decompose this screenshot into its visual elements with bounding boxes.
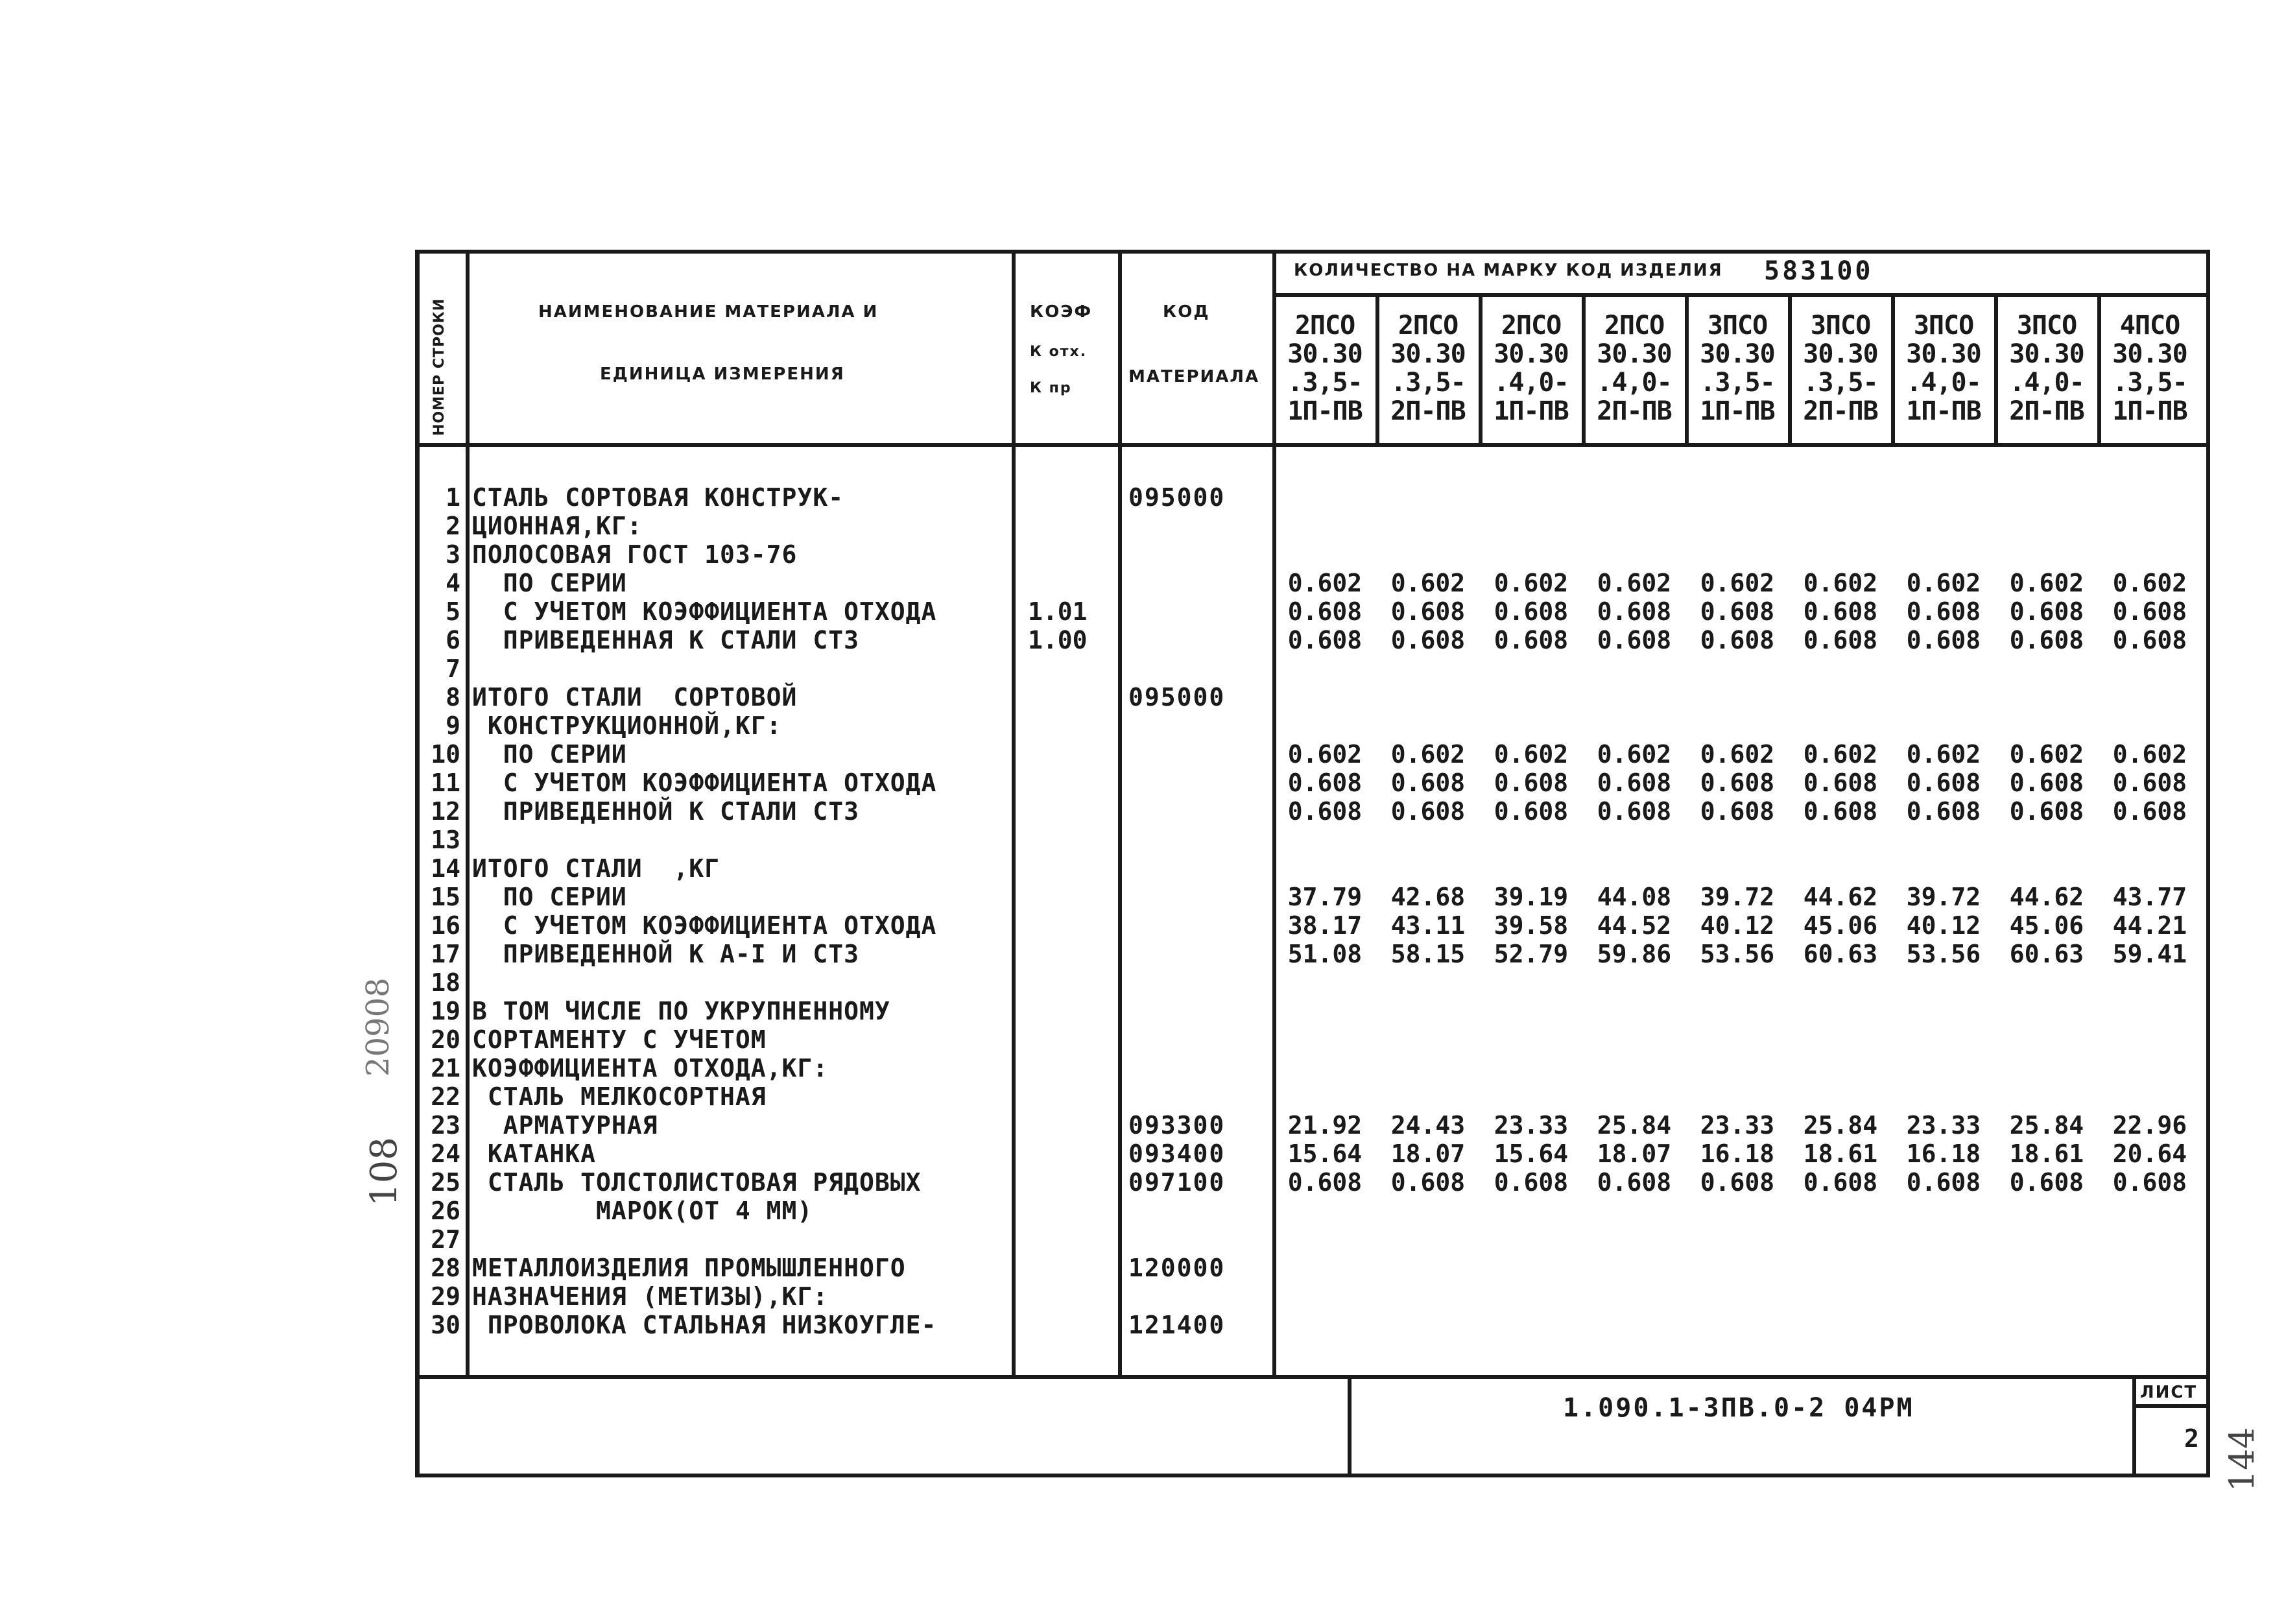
row-number: 12 <box>431 797 460 826</box>
quantity-cell: 0.608 <box>1906 626 1981 654</box>
quantity-cell: 44.62 <box>2009 883 2084 911</box>
quantity-cell: 44.52 <box>1597 911 1672 940</box>
mark-header: 2ПСО 30.30 .3,5- 2П-ПВ <box>1390 311 1466 426</box>
quantity-cell: 0.602 <box>1906 740 1981 769</box>
quantity-cell: 0.608 <box>1803 797 1878 826</box>
quantity-cell: 0.608 <box>1494 769 1569 797</box>
quantity-cell: 23.33 <box>1700 1111 1775 1140</box>
quantity-cell: 0.608 <box>2112 597 2187 626</box>
quantity-cell: 44.08 <box>1597 883 1672 911</box>
material-code: 095000 <box>1128 683 1226 711</box>
material-name: МЕТАЛЛОИЗДЕЛИЯ ПРОМЫШЛЕННОГО <box>472 1254 906 1282</box>
row-number: 28 <box>431 1254 460 1282</box>
quantity-cell: 15.64 <box>1287 1140 1363 1168</box>
quantity-cell: 0.608 <box>1700 626 1775 654</box>
material-name: С УЧЕТОМ КОЭФФИЦИЕНТА ОТХОДА <box>472 911 937 940</box>
row-number: 1 <box>446 483 460 512</box>
quantity-cell: 0.608 <box>1803 1168 1878 1197</box>
quantity-cell: 39.58 <box>1494 911 1569 940</box>
quantity-cell: 39.72 <box>1700 883 1775 911</box>
margin-note-right: 144 <box>2223 1427 2262 1492</box>
row-number: 6 <box>446 626 460 654</box>
quantity-cell: 58.15 <box>1390 940 1466 968</box>
material-name: ПРОВОЛОКА СТАЛЬНАЯ НИЗКОУГЛЕ- <box>472 1311 937 1339</box>
material-name: ЦИОННАЯ,КГ: <box>472 512 643 540</box>
quantity-cell: 51.08 <box>1287 940 1363 968</box>
quantity-cell: 39.19 <box>1494 883 1569 911</box>
quantity-cell: 45.06 <box>1803 911 1878 940</box>
quantity-caption: КОЛИЧЕСТВО НА МАРКУ КОД ИЗДЕЛИЯ <box>1294 261 1723 280</box>
sheet-label: ЛИСТ <box>2140 1383 2198 1402</box>
quantity-cell: 0.602 <box>1287 569 1363 597</box>
divider <box>2132 1375 2136 1475</box>
row-number: 9 <box>446 711 460 740</box>
quantity-cell: 0.608 <box>1906 1168 1981 1197</box>
quantity-cell: 25.84 <box>1597 1111 1672 1140</box>
row-number: 22 <box>431 1082 460 1111</box>
quantity-cell: 18.07 <box>1597 1140 1672 1168</box>
waste-coefficient: 1.00 <box>1028 626 1088 654</box>
row-number-header: НОМЕР СТРОКИ <box>431 298 447 436</box>
row-number: 20 <box>431 1025 460 1054</box>
quantity-cell: 40.12 <box>1906 911 1981 940</box>
quantity-cell: 0.608 <box>1906 597 1981 626</box>
quantity-cell: 37.79 <box>1287 883 1363 911</box>
row-number: 25 <box>431 1168 460 1197</box>
row-number: 29 <box>431 1282 460 1311</box>
material-name: С УЧЕТОМ КОЭФФИЦИЕНТА ОТХОДА <box>472 769 937 797</box>
row-number: 4 <box>446 569 460 597</box>
material-name: ПРИВЕДЕННОЙ К СТАЛИ СТ3 <box>472 797 859 826</box>
quantity-cell: 44.21 <box>2112 911 2187 940</box>
quantity-cell: 0.608 <box>1700 797 1775 826</box>
material-name: КАТАНКА <box>472 1140 597 1168</box>
quantity-cell: 16.18 <box>1700 1140 1775 1168</box>
margin-note-left-1: 108 <box>363 1137 405 1206</box>
mark-header: 3ПСО 30.30 .3,5- 1П-ПВ <box>1700 311 1775 426</box>
quantity-cell: 0.608 <box>2112 797 2187 826</box>
quantity-cell: 39.72 <box>1906 883 1981 911</box>
divider <box>417 1375 2208 1379</box>
material-code: 120000 <box>1128 1254 1226 1282</box>
row-number: 7 <box>446 654 460 683</box>
quantity-cell: 0.608 <box>2009 626 2084 654</box>
quantity-cell: 0.602 <box>1700 740 1775 769</box>
quantity-cell: 25.84 <box>1803 1111 1878 1140</box>
material-name: КОЭФФИЦИЕНТА ОТХОДА,КГ: <box>472 1054 829 1082</box>
divider <box>466 252 470 1377</box>
quantity-cell: 0.608 <box>2009 1168 2084 1197</box>
row-number: 5 <box>446 597 460 626</box>
name-header-line1: НАИМЕНОВАНИЕ МАТЕРИАЛА И <box>538 302 879 322</box>
quantity-cell: 0.602 <box>1597 740 1672 769</box>
quantity-cell: 0.608 <box>1494 1168 1569 1197</box>
mark-header: 4ПСО 30.30 .3,5- 1П-ПВ <box>2112 311 2187 426</box>
product-code: 583100 <box>1764 256 1874 286</box>
quantity-cell: 0.602 <box>2112 569 2187 597</box>
mark-header: 2ПСО 30.30 .4,0- 1П-ПВ <box>1494 311 1569 426</box>
row-number: 10 <box>431 740 460 769</box>
quantity-cell: 0.608 <box>1287 597 1363 626</box>
material-code: 097100 <box>1128 1168 1226 1197</box>
quantity-cell: 0.608 <box>1803 626 1878 654</box>
quantity-cell: 0.608 <box>1597 1168 1672 1197</box>
divider <box>2132 1404 2208 1408</box>
quantity-cell: 0.608 <box>1287 1168 1363 1197</box>
quantity-cell: 15.64 <box>1494 1140 1569 1168</box>
quantity-cell: 18.61 <box>1803 1140 1878 1168</box>
quantity-cell: 40.12 <box>1700 911 1775 940</box>
quantity-cell: 25.84 <box>2009 1111 2084 1140</box>
quantity-cell: 43.77 <box>2112 883 2187 911</box>
quantity-cell: 0.602 <box>1390 740 1466 769</box>
divider <box>1012 252 1016 1377</box>
quantity-cell: 0.608 <box>1494 797 1569 826</box>
quantity-cell: 0.608 <box>2112 626 2187 654</box>
quantity-cell: 0.608 <box>1390 769 1466 797</box>
quantity-cell: 59.41 <box>2112 940 2187 968</box>
material-name: ПО СЕРИИ <box>472 569 627 597</box>
material-name: ПО СЕРИИ <box>472 740 627 769</box>
row-number: 16 <box>431 911 460 940</box>
quantity-cell: 0.608 <box>1597 797 1672 826</box>
quantity-cell: 0.608 <box>1494 597 1569 626</box>
quantity-cell: 0.608 <box>2009 797 2084 826</box>
quantity-cell: 0.608 <box>1906 769 1981 797</box>
quantity-cell: 0.608 <box>1287 797 1363 826</box>
quantity-cell: 53.56 <box>1700 940 1775 968</box>
row-number: 14 <box>431 854 460 883</box>
quantity-cell: 18.07 <box>1390 1140 1466 1168</box>
row-number: 15 <box>431 883 460 911</box>
quantity-cell: 0.608 <box>2009 769 2084 797</box>
quantity-cell: 0.602 <box>1700 569 1775 597</box>
quantity-cell: 0.602 <box>1494 740 1569 769</box>
divider <box>417 443 2208 447</box>
quantity-cell: 0.602 <box>2009 740 2084 769</box>
quantity-cell: 0.608 <box>1700 769 1775 797</box>
quantity-cell: 0.608 <box>1597 769 1672 797</box>
quantity-cell: 42.68 <box>1390 883 1466 911</box>
quantity-cell: 0.608 <box>1597 597 1672 626</box>
waste-coefficient: 1.01 <box>1028 597 1088 626</box>
material-code: 095000 <box>1128 483 1226 512</box>
quantity-cell: 0.602 <box>1390 569 1466 597</box>
row-number: 8 <box>446 683 460 711</box>
material-name: СОРТАМЕНТУ С УЧЕТОМ <box>472 1025 767 1054</box>
quantity-cell: 16.18 <box>1906 1140 1981 1168</box>
material-name: СТАЛЬ ТОЛСТОЛИСТОВАЯ РЯДОВЫХ <box>472 1168 922 1197</box>
quantity-cell: 24.43 <box>1390 1111 1466 1140</box>
quantity-cell: 0.608 <box>1390 1168 1466 1197</box>
code-header-line1: КОД <box>1163 302 1210 322</box>
material-code: 093400 <box>1128 1140 1226 1168</box>
coef-header-line2: К отх. <box>1030 344 1088 360</box>
quantity-cell: 23.33 <box>1494 1111 1569 1140</box>
quantity-cell: 0.602 <box>1906 569 1981 597</box>
quantity-cell: 0.608 <box>2009 597 2084 626</box>
quantity-cell: 0.608 <box>1803 769 1878 797</box>
margin-note-left-2: 20908 <box>360 977 396 1077</box>
quantity-cell: 38.17 <box>1287 911 1363 940</box>
quantity-cell: 0.608 <box>1700 597 1775 626</box>
quantity-cell: 0.602 <box>2009 569 2084 597</box>
quantity-cell: 0.608 <box>2112 1168 2187 1197</box>
quantity-cell: 22.96 <box>2112 1111 2187 1140</box>
quantity-cell: 59.86 <box>1597 940 1672 968</box>
quantity-cell: 21.92 <box>1287 1111 1363 1140</box>
material-name: КОНСТРУКЦИОННОЙ,КГ: <box>472 711 782 740</box>
material-name: СТАЛЬ СОРТОВАЯ КОНСТРУК- <box>472 483 844 512</box>
row-number: 23 <box>431 1111 460 1140</box>
quantity-cell: 0.608 <box>1287 769 1363 797</box>
material-name: ПРИВЕДЕННАЯ К СТАЛИ СТ3 <box>472 626 859 654</box>
row-number: 3 <box>446 540 460 569</box>
quantity-cell: 44.62 <box>1803 883 1878 911</box>
row-number: 26 <box>431 1197 460 1225</box>
row-number: 17 <box>431 940 460 968</box>
mark-header: 3ПСО 30.30 .4,0- 1П-ПВ <box>1906 311 1981 426</box>
quantity-cell: 0.608 <box>1597 626 1672 654</box>
name-header-line2: ЕДИНИЦА ИЗМЕРЕНИЯ <box>600 364 845 384</box>
row-number: 13 <box>431 826 460 854</box>
row-number: 19 <box>431 997 460 1025</box>
divider <box>1272 293 2208 297</box>
quantity-cell: 23.33 <box>1906 1111 1981 1140</box>
row-number: 21 <box>431 1054 460 1082</box>
quantity-cell: 18.61 <box>2009 1140 2084 1168</box>
quantity-cell: 0.608 <box>1390 597 1466 626</box>
mark-header: 2ПСО 30.30 .4,0- 2П-ПВ <box>1597 311 1672 426</box>
quantity-cell: 0.608 <box>2112 769 2187 797</box>
quantity-cell: 53.56 <box>1906 940 1981 968</box>
quantity-cell: 43.11 <box>1390 911 1466 940</box>
quantity-cell: 0.608 <box>1803 597 1878 626</box>
coef-header-line1: КОЭФ <box>1030 302 1093 322</box>
quantity-cell: 0.608 <box>1700 1168 1775 1197</box>
quantity-cell: 0.602 <box>1803 569 1878 597</box>
document-code: 1.090.1-3ПВ.0-2 04РМ <box>1563 1393 1914 1423</box>
quantity-cell: 52.79 <box>1494 940 1569 968</box>
material-name: С УЧЕТОМ КОЭФФИЦИЕНТА ОТХОДА <box>472 597 937 626</box>
row-number: 2 <box>446 512 460 540</box>
quantity-cell: 0.608 <box>1287 626 1363 654</box>
material-name: ИТОГО СТАЛИ ,КГ <box>472 854 720 883</box>
quantity-cell: 0.608 <box>1494 626 1569 654</box>
mark-header: 3ПСО 30.30 .3,5- 2П-ПВ <box>1803 311 1878 426</box>
row-number: 30 <box>431 1311 460 1339</box>
quantity-cell: 20.64 <box>2112 1140 2187 1168</box>
mark-header: 3ПСО 30.30 .4,0- 2П-ПВ <box>2009 311 2084 426</box>
quantity-cell: 0.602 <box>1494 569 1569 597</box>
divider <box>1348 1375 1351 1475</box>
material-code: 121400 <box>1128 1311 1226 1339</box>
material-name: ИТОГО СТАЛИ СОРТОВОЙ <box>472 683 798 711</box>
quantity-cell: 45.06 <box>2009 911 2084 940</box>
quantity-cell: 60.63 <box>1803 940 1878 968</box>
row-number: 11 <box>431 769 460 797</box>
code-header-line2: МАТЕРИАЛА <box>1128 367 1260 387</box>
material-name: МАРОК(ОТ 4 ММ) <box>472 1197 813 1225</box>
quantity-cell: 0.608 <box>1390 626 1466 654</box>
material-name: ПО СЕРИИ <box>472 883 627 911</box>
material-name: НАЗНАЧЕНИЯ (МЕТИЗЫ),КГ: <box>472 1282 829 1311</box>
material-name: СТАЛЬ МЕЛКОСОРТНАЯ <box>472 1082 767 1111</box>
row-number: 18 <box>431 968 460 997</box>
quantity-cell: 0.608 <box>1390 797 1466 826</box>
quantity-cell: 0.608 <box>1906 797 1981 826</box>
sheet-number: 2 <box>2184 1424 2199 1453</box>
quantity-cell: 0.602 <box>1597 569 1672 597</box>
coef-header-line3: К пр <box>1030 380 1072 396</box>
quantity-cell: 0.602 <box>1803 740 1878 769</box>
quantity-cell: 0.602 <box>2112 740 2187 769</box>
mark-header: 2ПСО 30.30 .3,5- 1П-ПВ <box>1287 311 1363 426</box>
quantity-cell: 60.63 <box>2009 940 2084 968</box>
row-number: 27 <box>431 1225 460 1254</box>
material-name: АРМАТУРНАЯ <box>472 1111 658 1140</box>
divider <box>1118 252 1122 1377</box>
material-name: ПРИВЕДЕННОЙ К А-I И СТ3 <box>472 940 859 968</box>
material-code: 093300 <box>1128 1111 1226 1140</box>
quantity-cell: 0.602 <box>1287 740 1363 769</box>
material-name: В ТОМ ЧИСЛЕ ПО УКРУПНЕННОМУ <box>472 997 890 1025</box>
material-name: ПОЛОСОВАЯ ГОСТ 103-76 <box>472 540 798 569</box>
row-number: 24 <box>431 1140 460 1168</box>
